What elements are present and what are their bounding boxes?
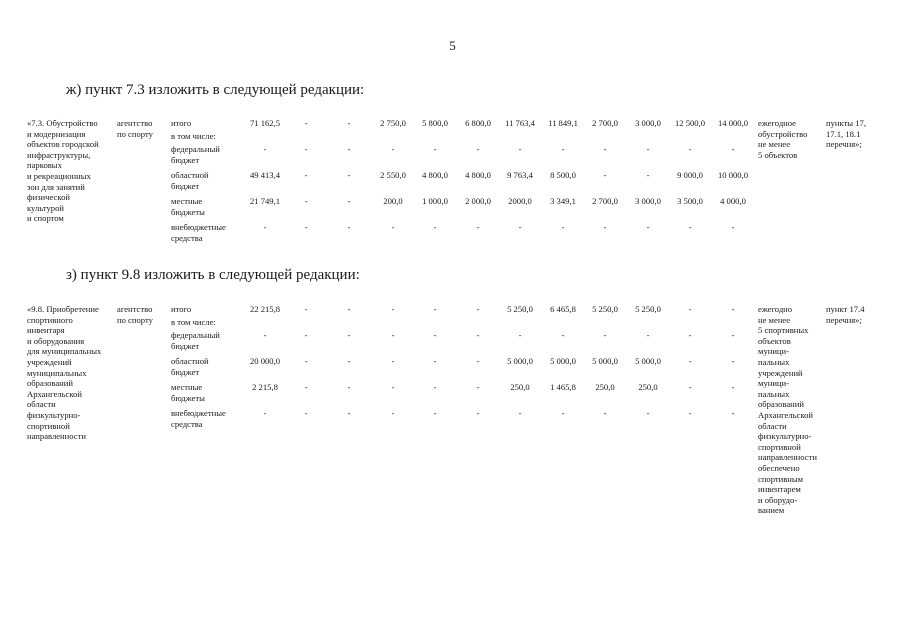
value-cell: 14 000,0 — [717, 118, 749, 128]
value-cell: - — [347, 144, 351, 154]
value-cell: - — [304, 408, 308, 418]
value-cell: 5 250,0 — [507, 304, 533, 314]
value-cell: - — [476, 304, 480, 314]
value-cell: 12 500,0 — [674, 118, 706, 128]
row-label: местные бюджеты — [171, 196, 205, 217]
value-cell: - — [476, 330, 480, 340]
value-cell: - — [347, 356, 351, 366]
row-label: в том числе: — [171, 317, 216, 327]
value-cell: - — [304, 304, 308, 314]
value-cell: 2 550,0 — [380, 170, 406, 180]
value-cell: 20 000,0 — [249, 356, 281, 366]
value-cell: 1 465,8 — [550, 382, 576, 392]
value-cell: - — [433, 222, 437, 232]
value-cell: 3 000,0 — [635, 196, 661, 206]
value-cell: - — [688, 382, 692, 392]
value-cell: - — [518, 330, 522, 340]
value-cell: 2 215,8 — [252, 382, 278, 392]
value-cell: - — [603, 408, 607, 418]
value-cell: - — [476, 222, 480, 232]
value-cell: - — [347, 222, 351, 232]
value-cell: - — [646, 144, 650, 154]
value-cell: - — [304, 222, 308, 232]
value-cell: - — [561, 222, 565, 232]
value-cell: - — [347, 304, 351, 314]
value-cell: - — [688, 222, 692, 232]
value-cell: 4 800,0 — [422, 170, 448, 180]
reference: пункт 17.4 перечня»; — [826, 304, 865, 325]
value-cell: - — [688, 144, 692, 154]
value-cell: 2 000,0 — [465, 196, 491, 206]
value-cell: - — [347, 170, 351, 180]
value-cell: 9 763,4 — [507, 170, 533, 180]
value-cell: - — [391, 144, 395, 154]
value-cell: - — [476, 382, 480, 392]
value-cell: 5 000,0 — [592, 356, 618, 366]
value-cell: 1 000,0 — [422, 196, 448, 206]
row-label: в том числе: — [171, 131, 216, 141]
value-cell: - — [476, 408, 480, 418]
value-cell: 5 250,0 — [635, 304, 661, 314]
row-label: внебюджетные средства — [171, 408, 226, 429]
value-cell: 200,0 — [383, 196, 403, 206]
executor: агентство по спорту — [117, 118, 153, 139]
value-cell: 5 000,0 — [550, 356, 576, 366]
value-cell: - — [433, 408, 437, 418]
value-cell: 3 349,1 — [550, 196, 576, 206]
value-cell: - — [476, 144, 480, 154]
value-cell: - — [391, 222, 395, 232]
value-cell: - — [646, 408, 650, 418]
value-cell: - — [731, 382, 735, 392]
value-cell: - — [347, 382, 351, 392]
value-cell: - — [646, 222, 650, 232]
value-cell: - — [263, 222, 267, 232]
value-cell: 3 500,0 — [677, 196, 703, 206]
value-cell: 2 700,0 — [592, 118, 618, 128]
value-cell: - — [433, 382, 437, 392]
value-cell: - — [263, 408, 267, 418]
value-cell: - — [731, 144, 735, 154]
row-label: местные бюджеты — [171, 382, 205, 403]
value-cell: - — [518, 408, 522, 418]
value-cell: 10 000,0 — [717, 170, 749, 180]
value-cell: - — [603, 222, 607, 232]
row-label: областной бюджет — [171, 356, 209, 377]
value-cell: 250,0 — [510, 382, 530, 392]
value-cell: 6 800,0 — [465, 118, 491, 128]
value-cell: - — [347, 196, 351, 206]
value-cell: - — [646, 330, 650, 340]
value-cell: - — [688, 356, 692, 366]
value-cell: - — [731, 330, 735, 340]
value-cell: 250,0 — [595, 382, 615, 392]
section-z-heading: з) пункт 9.8 изложить в следующей редакции: — [66, 267, 360, 283]
value-cell: - — [731, 356, 735, 366]
value-cell: - — [731, 222, 735, 232]
value-cell: 2 700,0 — [592, 196, 618, 206]
value-cell: - — [603, 144, 607, 154]
row-label: итого — [171, 304, 192, 314]
value-cell: - — [433, 356, 437, 366]
value-cell: - — [304, 356, 308, 366]
value-cell: 22 215,8 — [249, 304, 281, 314]
value-cell: - — [731, 408, 735, 418]
value-cell: 2000,0 — [508, 196, 532, 206]
value-cell: - — [561, 330, 565, 340]
value-cell: - — [688, 330, 692, 340]
value-cell: - — [304, 196, 308, 206]
value-cell: - — [476, 356, 480, 366]
item-name: «9.8. Приобретение спортивного инвентаря и оборудования для муниципальных учреждений муниципальных образований Архангельской области физкультурно- спортивной направленности — [27, 304, 102, 442]
value-cell: 5 000,0 — [507, 356, 533, 366]
value-cell: - — [304, 118, 308, 128]
value-cell: - — [603, 330, 607, 340]
value-cell: - — [263, 144, 267, 154]
executor: агентство по спорту — [117, 304, 153, 325]
result-indicator: ежегодное обустройство не менее 5 объектов — [758, 118, 808, 160]
value-cell: - — [518, 144, 522, 154]
value-cell: 250,0 — [638, 382, 658, 392]
value-cell: 6 465,8 — [550, 304, 576, 314]
value-cell: - — [603, 170, 607, 180]
row-label: федеральный бюджет — [171, 144, 220, 165]
value-cell: - — [731, 304, 735, 314]
value-cell: 71 162,5 — [249, 118, 281, 128]
value-cell: - — [391, 408, 395, 418]
item-name: «7.3. Обустройство и модернизация объектов городской инфраструктуры, парковых и рекреационных зон для занятий физической культурой и спортом — [27, 118, 99, 224]
value-cell: - — [688, 304, 692, 314]
value-cell: 5 000,0 — [635, 356, 661, 366]
row-label: областной бюджет — [171, 170, 209, 191]
value-cell: - — [391, 382, 395, 392]
value-cell: - — [433, 304, 437, 314]
value-cell: 11 849,1 — [548, 118, 578, 128]
value-cell: - — [646, 170, 650, 180]
value-cell: - — [561, 144, 565, 154]
value-cell: 49 413,4 — [249, 170, 281, 180]
value-cell: - — [263, 330, 267, 340]
value-cell: - — [304, 170, 308, 180]
value-cell: 4 800,0 — [465, 170, 491, 180]
value-cell: - — [391, 356, 395, 366]
value-cell: 21 749,1 — [249, 196, 281, 206]
page-number: 5 — [449, 38, 456, 53]
value-cell: - — [304, 144, 308, 154]
result-indicator: ежегодно не менее 5 спортивных объектов муници- пальных учреждений муници- пальных образований Архангельской области физкультурно- спортивной направленности обеспечено спортивным инвентарем и оборудо- ванием — [758, 304, 817, 516]
value-cell: - — [304, 330, 308, 340]
value-cell: - — [347, 118, 351, 128]
value-cell: 11 763,4 — [505, 118, 535, 128]
value-cell: - — [561, 408, 565, 418]
value-cell: - — [347, 330, 351, 340]
row-label: внебюджетные средства — [171, 222, 226, 243]
value-cell: 3 000,0 — [635, 118, 661, 128]
reference: пункты 17, 17.1, 18.1 перечня»; — [826, 118, 866, 150]
value-cell: - — [518, 222, 522, 232]
row-label: федеральный бюджет — [171, 330, 220, 351]
section-g-heading: ж) пункт 7.3 изложить в следующей редакции: — [66, 82, 365, 98]
value-cell: - — [688, 408, 692, 418]
value-cell: 5 250,0 — [592, 304, 618, 314]
row-label: итого — [171, 118, 192, 128]
value-cell: 5 800,0 — [422, 118, 448, 128]
value-cell: - — [433, 330, 437, 340]
value-cell: - — [433, 144, 437, 154]
value-cell: - — [391, 330, 395, 340]
value-cell: - — [391, 304, 395, 314]
value-cell: 2 750,0 — [380, 118, 406, 128]
value-cell: - — [304, 382, 308, 392]
value-cell: - — [347, 408, 351, 418]
value-cell: 8 500,0 — [550, 170, 576, 180]
value-cell: 4 000,0 — [720, 196, 746, 206]
value-cell: 9 000,0 — [677, 170, 703, 180]
